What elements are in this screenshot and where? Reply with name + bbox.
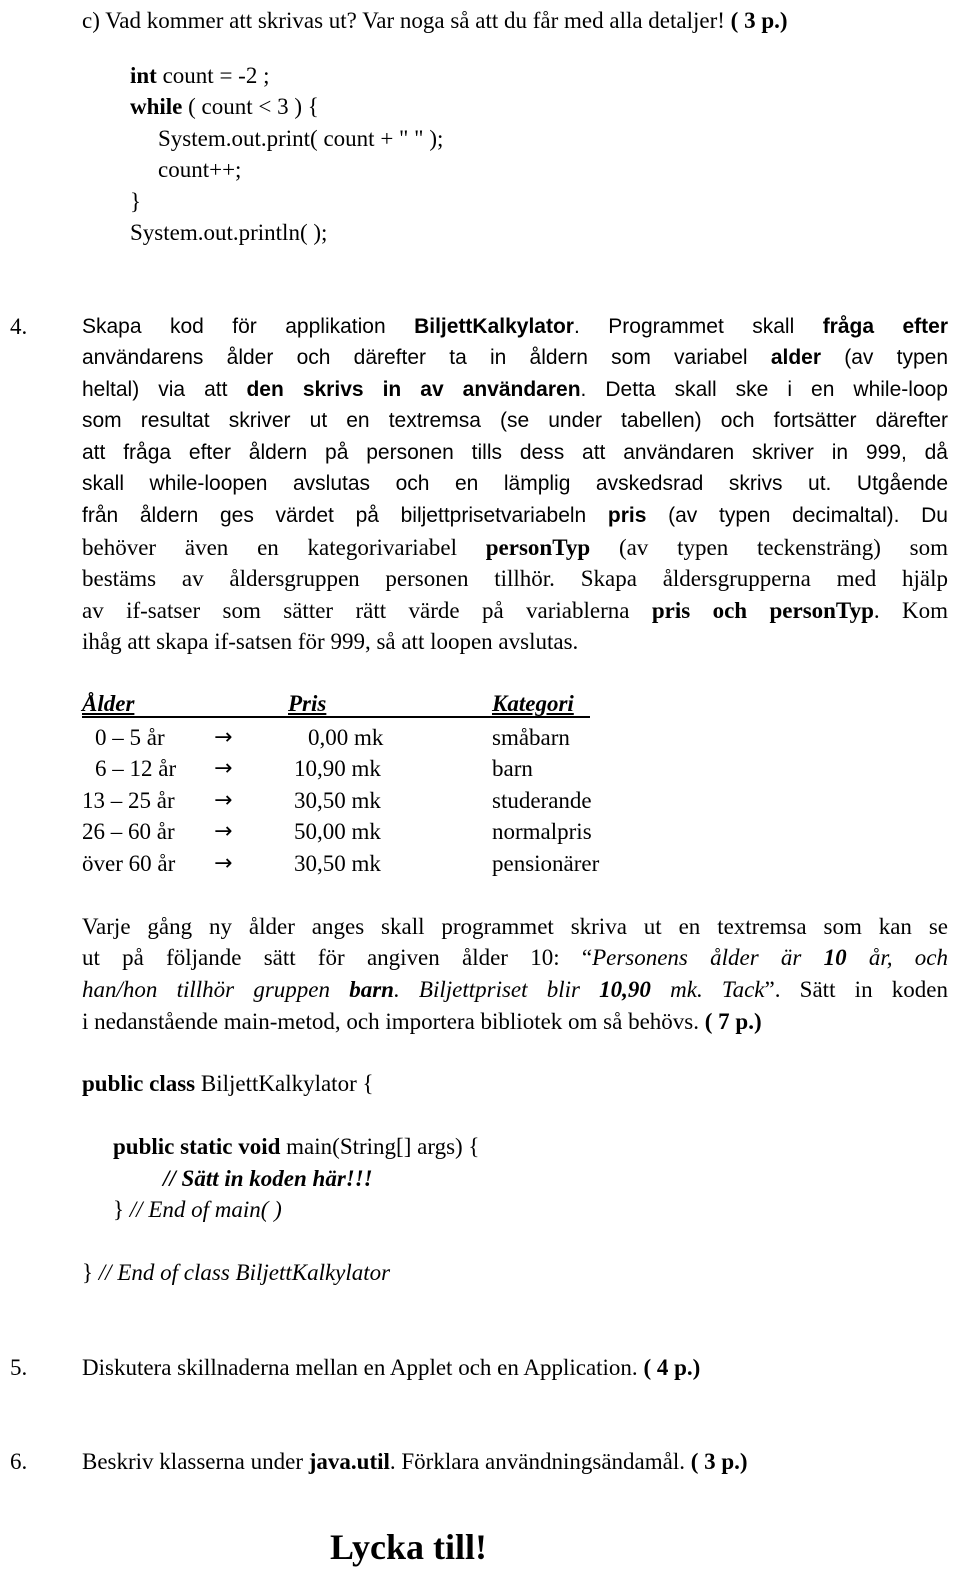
q4-bold: fråga efter	[822, 315, 948, 338]
q4-line-5: att fråga efter åldern på personen tills dess att användaren skriver in 999, då	[82, 441, 948, 464]
example-line-2	[82, 943, 948, 973]
question-6-text: . Förklara användningsändamål.	[389, 1449, 691, 1474]
q4-bold: personTyp	[485, 535, 591, 560]
row-price: 50,00 mk	[294, 819, 381, 844]
row-age: 26 – 60 år	[82, 819, 175, 844]
q4-line-8	[82, 533, 948, 563]
row-price: 10,90 mk	[294, 756, 381, 781]
q4-text: Skapa kod för applikation	[82, 315, 415, 338]
q4-line-10	[82, 596, 948, 626]
code-text: count = -2 ;	[156, 63, 270, 88]
q4-line-3	[82, 375, 948, 405]
row-price: 30,50 mk	[294, 851, 381, 876]
question-4-points: ( 7 p.)	[704, 1009, 762, 1034]
q4-line-4: som resultat skriver ut en textremsa (se under tabellen) och fortsätter därefter	[82, 409, 948, 432]
q4-text: användarens ålder och därefter ta in åldern som variabel	[82, 346, 771, 369]
table-header-category: Kategori	[492, 691, 574, 716]
row-age: över 60 år	[82, 851, 176, 876]
row-category: barn	[492, 756, 533, 781]
q4-bold: pris	[607, 504, 647, 527]
row-price: 30,50 mk	[294, 788, 381, 813]
question-5-points: ( 4 p.)	[643, 1355, 701, 1380]
code-text: ( count < 3 ) {	[182, 94, 319, 119]
code-comment: // Sätt in koden här!!!	[163, 1166, 373, 1191]
code-line-3: System.out.print( count + " " );	[158, 126, 444, 151]
arrow-right-icon: →	[214, 851, 233, 876]
q4-line-11: ihåg att skapa if-satsen för 999, så att loopen avslutas.	[82, 629, 579, 654]
question-4-number: 4.	[10, 314, 28, 339]
q4-text: . Kom	[873, 598, 948, 623]
example-italic: mk. Tack	[650, 977, 765, 1002]
row-age: 13 – 25 år	[82, 788, 175, 813]
arrow-right-icon: →	[214, 819, 233, 844]
example-italic: Personens ålder är	[592, 945, 824, 970]
example-bold-italic: 10,90	[599, 977, 651, 1002]
skeleton-line-5	[82, 1258, 390, 1288]
code-comment: // End of main( )	[129, 1197, 282, 1222]
question-6	[82, 1447, 748, 1477]
q4-text: behöver även en kategorivariabel	[82, 535, 486, 560]
example-italic: han/hon tillhör gruppen	[82, 977, 350, 1002]
code-text: }	[113, 1197, 130, 1222]
code-comment: // End of class BiljettKalkylator	[98, 1260, 391, 1285]
question-5	[82, 1353, 700, 1383]
skeleton-comment-insert	[163, 1164, 373, 1194]
question-3c	[82, 6, 788, 36]
arrow-right-icon: →	[214, 725, 233, 750]
skeleton-line-2	[113, 1132, 479, 1162]
q4-line-7	[82, 501, 948, 531]
q4-bold: alder	[770, 346, 822, 369]
closing-title: Lycka till!	[330, 1527, 488, 1567]
row-age: 6 – 12 år	[95, 756, 177, 781]
question-6-number: 6.	[10, 1449, 28, 1474]
q4-bold: pris och personTyp	[651, 598, 874, 623]
row-category: pensionärer	[492, 851, 600, 876]
row-category: småbarn	[492, 725, 570, 750]
q4-bold: BiljettKalkylator	[414, 315, 574, 338]
row-price: 0,00 mk	[308, 725, 384, 750]
example-line-1: Varje gång ny ålder anges skall programmet skriva ut en textremsa som kan se	[82, 914, 948, 939]
code-text: BiljettKalkylator {	[195, 1071, 374, 1096]
example-italic: . Biljettpriset blir	[393, 977, 600, 1002]
skeleton-line-1	[82, 1069, 374, 1099]
code-line-6: System.out.println( );	[130, 220, 328, 245]
question-6-points: ( 3 p.)	[690, 1449, 748, 1474]
q4-text: (av typen	[821, 346, 949, 369]
arrow-right-icon: →	[214, 756, 233, 781]
skeleton-line-4	[113, 1195, 282, 1225]
code-line-2	[130, 92, 319, 122]
q4-line-1	[82, 312, 948, 342]
row-category: normalpris	[492, 819, 592, 844]
row-age: 0 – 5 år	[95, 725, 165, 750]
table-header-price: Pris	[288, 691, 327, 716]
row-category: studerande	[492, 788, 592, 813]
code-line-5: }	[130, 189, 142, 214]
q4-text: . Programmet skall	[573, 315, 823, 338]
code-text: }	[82, 1260, 99, 1285]
example-text: ut på följande sätt för angiven ålder 10: “	[82, 945, 593, 970]
example-line-3	[82, 975, 948, 1005]
q4-text: av if-satser som sätter rätt värde på variablerna	[82, 598, 652, 623]
question-3c-text: c) Vad kommer att skrivas ut? Var noga så att du får med alla detaljer!	[82, 8, 725, 33]
arrow-right-icon: →	[214, 788, 233, 813]
q4-line-9: bestäms av åldersgruppen personen tillhör. Skapa åldersgrupperna med hjälp	[82, 566, 948, 591]
q4-text: (av typen teckensträng) som	[590, 535, 948, 560]
q4-bold: den skrivs in av användaren	[246, 378, 581, 401]
example-text: i nedanstående main-metod, och importera bibliotek om så behövs.	[82, 1009, 705, 1034]
code-keyword: while	[130, 94, 183, 119]
code-line-1	[130, 61, 269, 91]
q4-line-6: skall while-loopen avslutas och en lämplig avskedsrad skrivs ut. Utgående	[82, 472, 948, 495]
question-5-number: 5.	[10, 1355, 28, 1380]
example-bold-italic: 10	[823, 945, 847, 970]
q4-text: (av typen decimaltal). Du	[646, 504, 948, 527]
question-6-bold: java.util	[308, 1449, 390, 1474]
code-line-4: count++;	[158, 157, 242, 182]
question-5-text: Diskutera skillnaderna mellan en Applet och en Application.	[82, 1355, 644, 1380]
q4-text: heltal) via att	[82, 378, 247, 401]
question-6-text: Beskriv klasserna under	[82, 1449, 309, 1474]
q4-line-2	[82, 343, 948, 373]
example-bold-italic: barn	[349, 977, 394, 1002]
example-text: ”. Sätt in koden	[764, 977, 948, 1002]
code-keyword: public static void	[113, 1134, 281, 1159]
example-line-4	[82, 1007, 762, 1037]
code-text: main(String[] args) {	[280, 1134, 480, 1159]
table-header-underline	[82, 716, 590, 718]
q4-text: från åldern ges värdet på biljettprisetvariabeln	[82, 504, 608, 527]
question-3c-points: ( 3 p.)	[730, 8, 788, 33]
example-italic: år, och	[846, 945, 948, 970]
code-keyword: int	[130, 63, 157, 88]
code-keyword: public class	[82, 1071, 196, 1096]
table-header-age: Ålder	[82, 691, 135, 716]
q4-text: . Detta skall ske i en while-loop	[580, 378, 948, 401]
